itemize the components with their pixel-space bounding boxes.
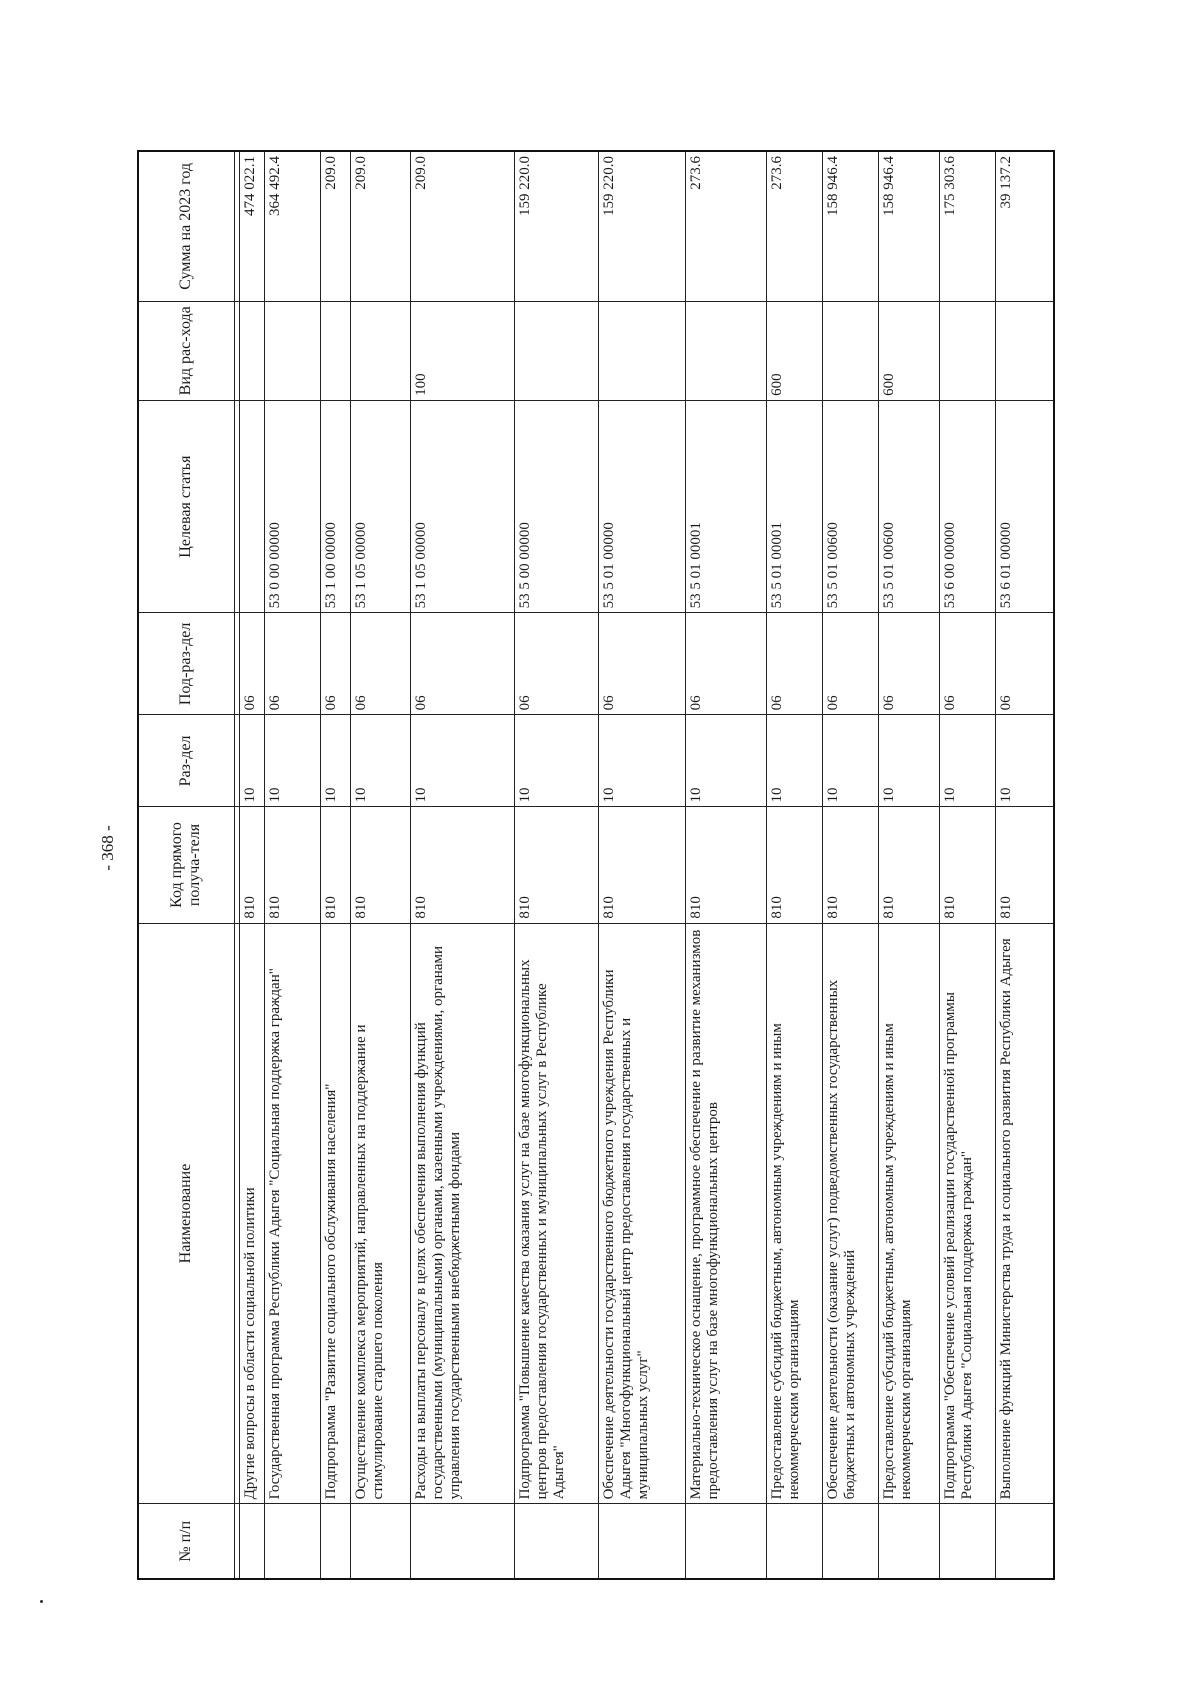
cell-expense-type [264,301,320,400]
cell-num [320,1504,350,1579]
cell-target: 53 5 00 00000 [514,400,598,613]
cell-section: 10 [878,715,940,807]
cell-target: 53 6 00 00000 [940,400,996,613]
cell-num [514,1504,598,1579]
cell-num [878,1504,940,1579]
cell-amount: 39 137.2 [996,151,1054,301]
cell-target: 53 5 01 00001 [766,400,822,613]
cell-recipient: 810 [996,807,1054,923]
cell-amount: 159 220.0 [598,151,685,301]
cell-recipient: 810 [514,807,598,923]
table-row [685,151,766,1579]
table-row [264,151,320,1579]
cell-subsection: 06 [940,613,996,715]
cell-subsection: 06 [411,613,514,715]
cell-name: Другие вопросы в области социальной политики [240,923,265,1504]
cell-num [766,1504,822,1579]
cell-amount: 209.0 [320,151,350,301]
cell-section: 10 [514,715,598,807]
table-row [822,151,878,1579]
cell-name: Обеспечение деятельности государственного бюджетного учреждения Республики Адыгея "Многофункциональный центр предоставления государственных и муниципальных услуг" [598,923,685,1504]
rotated-table-container [137,150,1055,1580]
cell-expense-type [514,301,598,400]
cell-target: 53 5 01 00600 [822,400,878,613]
cell-num [996,1504,1054,1579]
cell-section: 10 [598,715,685,807]
cell-recipient: 810 [320,807,350,923]
header-section: Раз-дел [138,715,234,807]
header-amount: Сумма на 2023 год [138,151,234,301]
cell-subsection: 06 [598,613,685,715]
cell-expense-type [598,301,685,400]
cell-amount: 158 946.4 [822,151,878,301]
cell-section: 10 [350,715,410,807]
header-expense-type: Вид рас-хода [138,301,234,400]
cell-target: 53 5 01 00000 [598,400,685,613]
cell-subsection: 06 [350,613,410,715]
cell-recipient: 810 [766,807,822,923]
cell-name: Предоставление субсидий бюджетным, автономным учреждениям и иным некоммерческим организациям [878,923,940,1504]
table-row [320,151,350,1579]
cell-num [822,1504,878,1579]
cell-section: 10 [320,715,350,807]
cell-subsection: 06 [240,613,265,715]
cell-recipient: 810 [685,807,766,923]
cell-amount: 273.6 [685,151,766,301]
cell-expense-type [996,301,1054,400]
cell-name: Осуществление комплекса мероприятий, направленных на поддержание и стимулирование старшего поколения [350,923,410,1504]
cell-target: 53 5 01 00001 [685,400,766,613]
cell-section: 10 [685,715,766,807]
table-row [766,151,822,1579]
cell-expense-type: 600 [878,301,940,400]
cell-amount: 474 022.1 [240,151,265,301]
cell-recipient: 810 [240,807,265,923]
cell-name: Предоставление субсидий бюджетным, автономным учреждениям и иным некоммерческим организациям [766,923,822,1504]
cell-num [240,1504,265,1579]
cell-section: 10 [411,715,514,807]
header-recipient: Код прямого получа-теля [138,807,234,923]
cell-name: Обеспечение деятельности (оказание услуг) подведомственных государственных бюджетных и автономных учреждений [822,923,878,1504]
cell-subsection: 06 [996,613,1054,715]
cell-expense-type: 600 [766,301,822,400]
cell-amount: 209.0 [350,151,410,301]
cell-subsection: 06 [514,613,598,715]
table-row [411,151,514,1579]
table-row [996,151,1054,1579]
cell-expense-type [240,301,265,400]
page-number: - 368 - [98,825,117,871]
cell-expense-type [822,301,878,400]
header-target: Целевая статья [138,400,234,613]
cell-section: 10 [240,715,265,807]
table-row [878,151,940,1579]
cell-amount: 159 220.0 [514,151,598,301]
cell-expense-type [940,301,996,400]
cell-name: Расходы на выплаты персоналу в целях обеспечения выполнения функций государственными (муниципальными) органами, казенными учреждениями, органами управления государственными внебюджетными фондами [411,923,514,1504]
header-num: № п/п [138,1504,234,1579]
cell-target: 53 1 00 00000 [320,400,350,613]
cell-recipient: 810 [350,807,410,923]
cell-amount: 158 946.4 [878,151,940,301]
cell-section: 10 [822,715,878,807]
cell-section: 10 [996,715,1054,807]
cell-name: Государственная программа Республики Адыгея "Социальная поддержка граждан" [264,923,320,1504]
cell-subsection: 06 [878,613,940,715]
cell-num [685,1504,766,1579]
cell-amount: 175 303.6 [940,151,996,301]
cell-expense-type [685,301,766,400]
cell-subsection: 06 [320,613,350,715]
table-row [940,151,996,1579]
cell-target: 53 0 00 00000 [264,400,320,613]
cell-subsection: 06 [822,613,878,715]
cell-num [940,1504,996,1579]
cell-section: 10 [766,715,822,807]
cell-expense-type: 100 [411,301,514,400]
cell-num [350,1504,410,1579]
cell-section: 10 [264,715,320,807]
cell-recipient: 810 [940,807,996,923]
cell-amount: 364 492.4 [264,151,320,301]
cell-target [240,400,265,613]
budget-table [137,150,1055,1580]
cell-subsection: 06 [685,613,766,715]
cell-num [264,1504,320,1579]
cell-recipient: 810 [264,807,320,923]
cell-recipient: 810 [822,807,878,923]
header-subsection: Под-раз-дел [138,613,234,715]
cell-num [411,1504,514,1579]
cell-name: Выполнение функций Министерства труда и социального развития Республики Адыгея [996,923,1054,1504]
cell-name: Подпрограмма "Развитие социального обслуживания населения" [320,923,350,1504]
cell-target: 53 6 01 00000 [996,400,1054,613]
cell-target: 53 1 05 00000 [411,400,514,613]
cell-recipient: 810 [878,807,940,923]
cell-target: 53 1 05 00000 [350,400,410,613]
cell-num [598,1504,685,1579]
scan-speck [40,1600,43,1603]
table-row [598,151,685,1579]
cell-expense-type [350,301,410,400]
cell-target: 53 5 01 00600 [878,400,940,613]
header-name: Наименование [138,923,234,1504]
table-row [240,151,265,1579]
cell-section: 10 [940,715,996,807]
cell-amount: 209.0 [411,151,514,301]
cell-name: Подпрограмма "Повышение качества оказания услуг на базе многофункциональных центров предоставления государственных и муниципальных услуг в Республике Адыгея" [514,923,598,1504]
cell-subsection: 06 [766,613,822,715]
cell-expense-type [320,301,350,400]
cell-recipient: 810 [598,807,685,923]
cell-amount: 273.6 [766,151,822,301]
cell-recipient: 810 [411,807,514,923]
table-row [514,151,598,1579]
cell-subsection: 06 [264,613,320,715]
table-row [350,151,410,1579]
cell-name: Материально-техническое оснащение, программное обеспечение и развитие механизмов предоставления услуг на базе многофункциональных центров [685,923,766,1504]
cell-name: Подпрограмма "Обеспечение условий реализации государственной программы Республики Адыгея "Социальная поддержка граждан" [940,923,996,1504]
table-header-row [138,151,234,1579]
